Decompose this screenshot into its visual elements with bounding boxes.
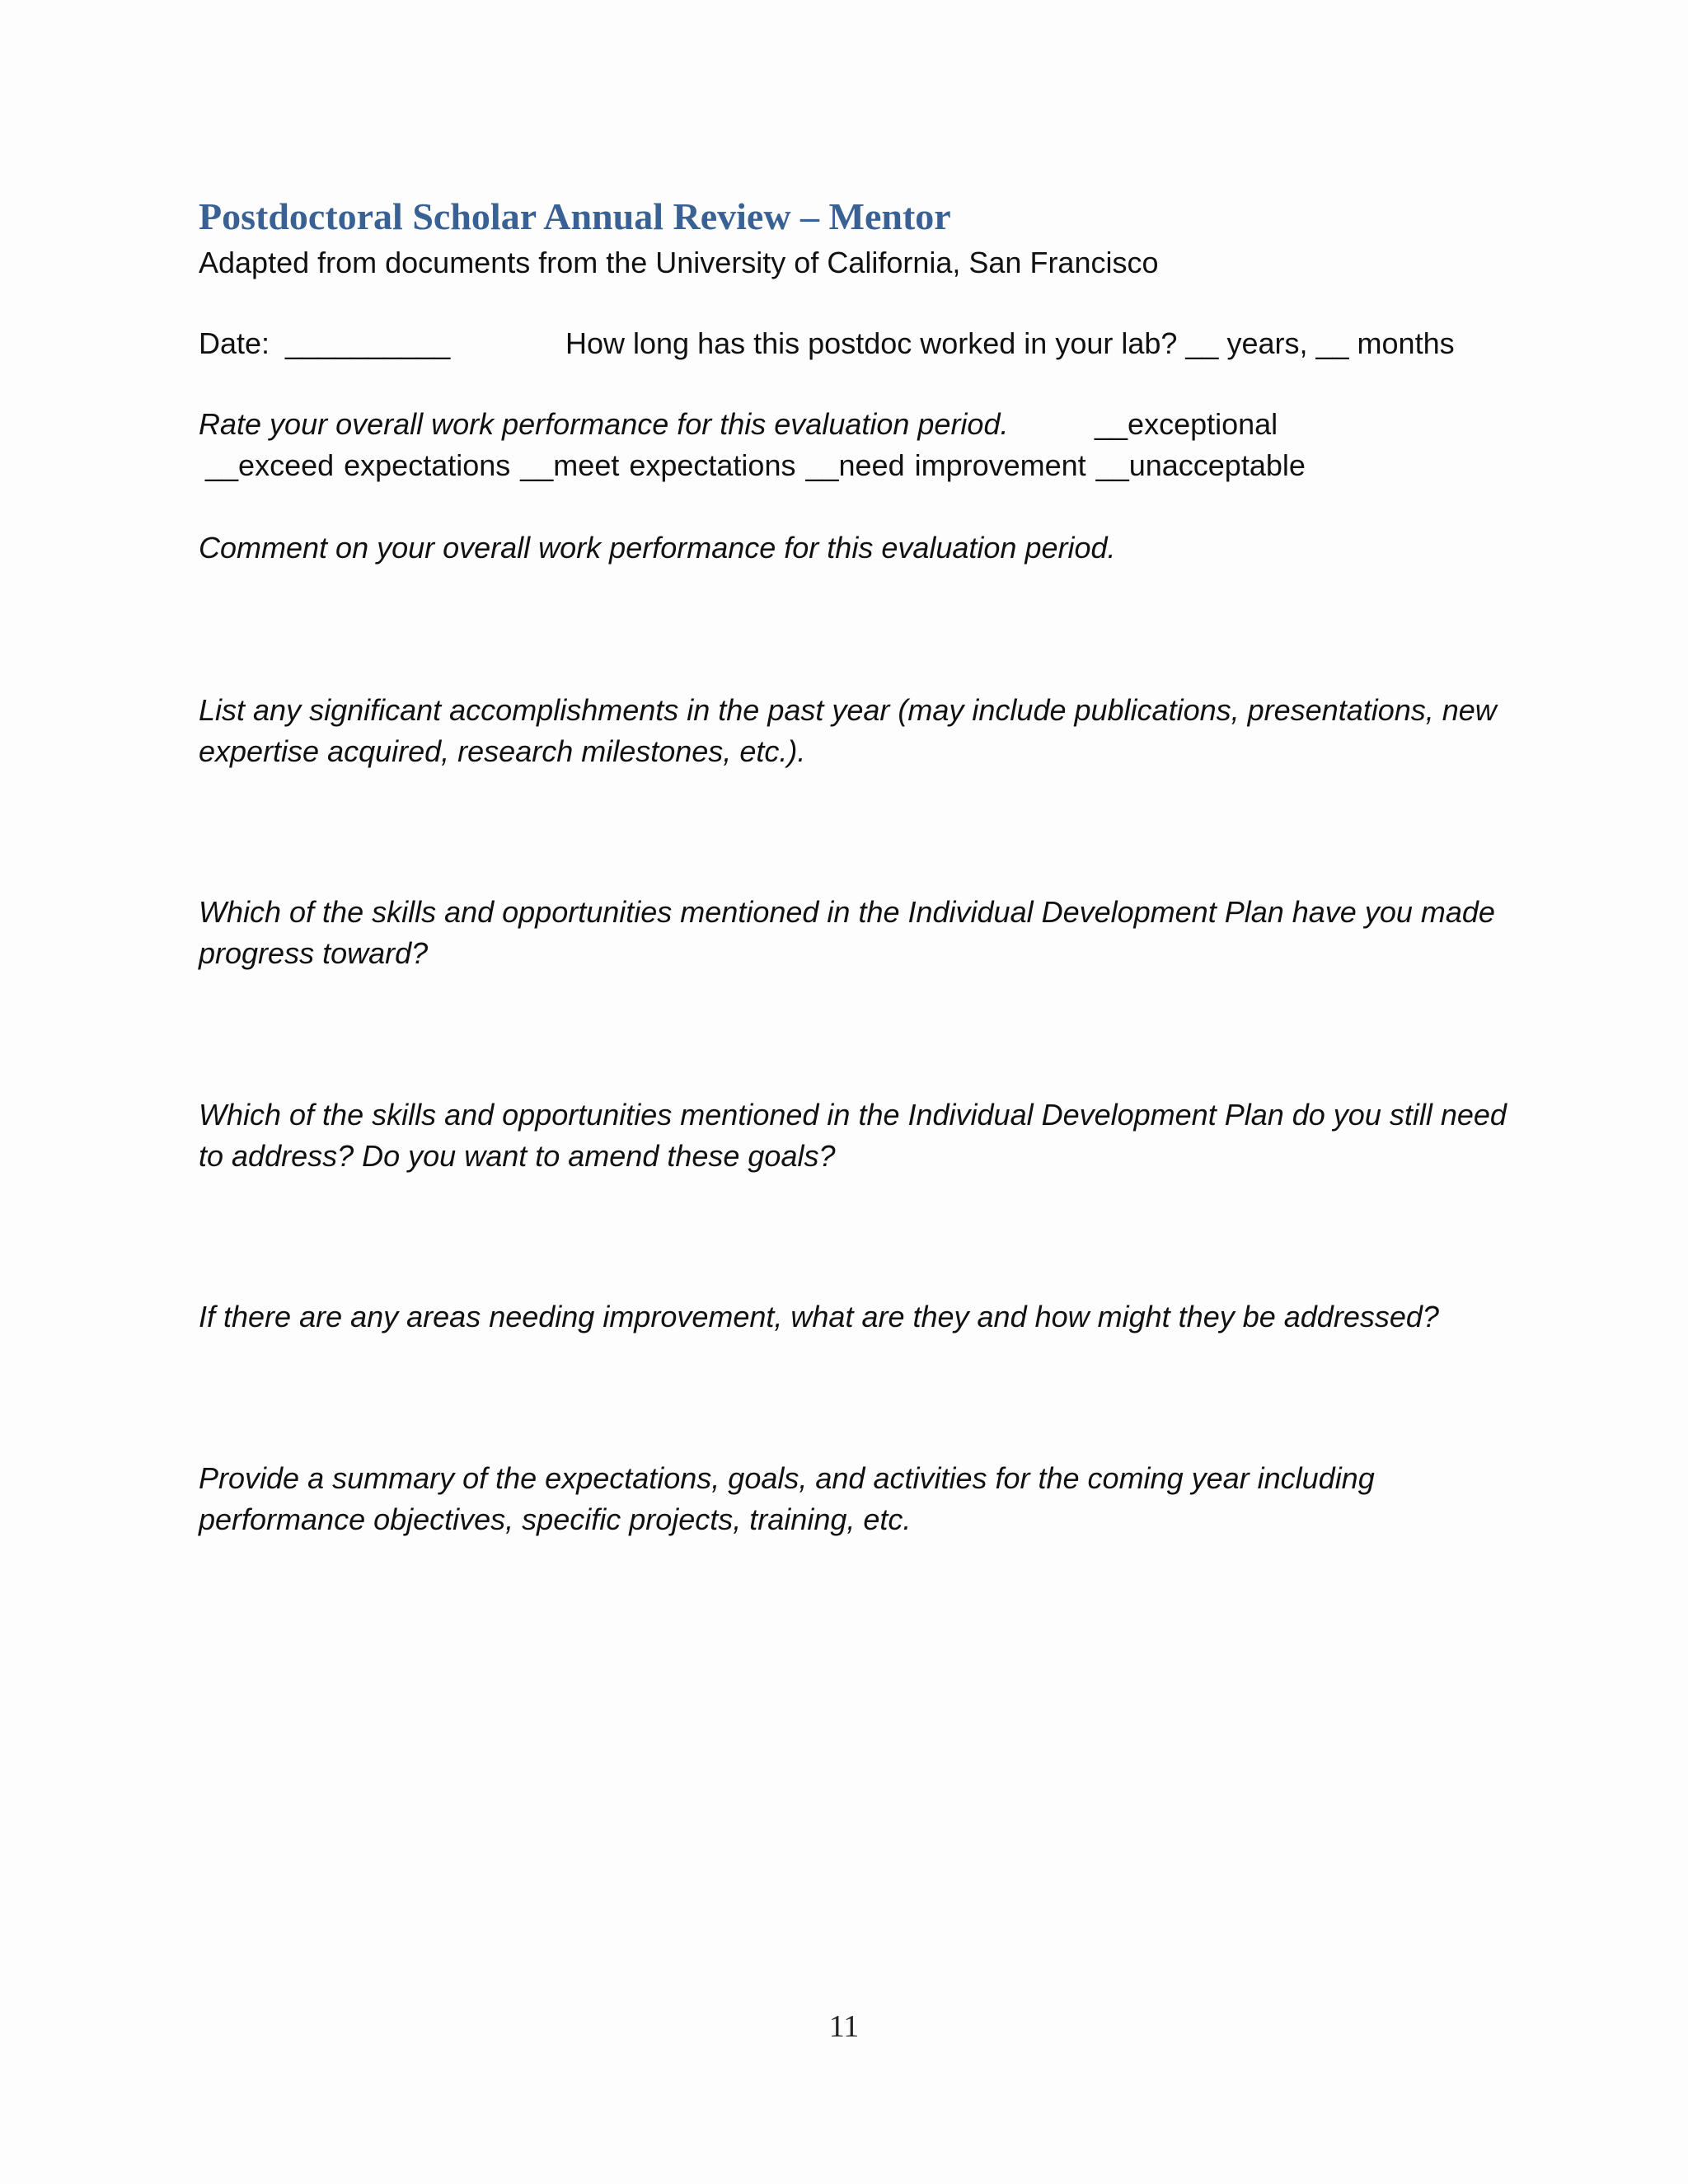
rating-options: __exceed expectations __meet expectations __need improvement __unacceptable — [205, 448, 1306, 482]
question-coming-year-summary: Provide a summary of the expectations, goals, and activities for the coming year including performance objectives, specific projects, training, etc. — [199, 1461, 1375, 1536]
rating-prompt: Rate your overall work performance for this evaluation period. — [199, 407, 1009, 441]
page-title: Postdoctoral Scholar Annual Review – Mentor — [199, 195, 951, 237]
page-number: 11 — [828, 2009, 860, 2044]
question-idp-remaining: Which of the skills and opportunities mentioned in the Individual Development Plan do you still need to address? Do you want to amend these goals? — [199, 1098, 1507, 1173]
question-idp-progress: Which of the skills and opportunities mentioned in the Individual Development Plan have you made progress toward? — [199, 895, 1495, 970]
date-label: Date: — [199, 326, 270, 360]
time-in-lab-question: How long has this postdoc worked in your lab? __ years, __ months — [565, 326, 1455, 360]
question-accomplishments: List any significant accomplishments in the past year (may include publications, presentations, new expertise acquired, research milestones, etc.). — [199, 693, 1497, 768]
question-overall-performance: Comment on your overall work performance for this evaluation period. — [199, 531, 1116, 565]
rating-option-exceptional: __exceptional — [1095, 407, 1278, 441]
question-improvement-areas: If there are any areas needing improvement, what are they and how might they be addressed? — [199, 1300, 1439, 1333]
date-blank: __________ — [285, 326, 451, 360]
subtitle: Adapted from documents from the University of California, San Francisco — [199, 246, 1159, 279]
